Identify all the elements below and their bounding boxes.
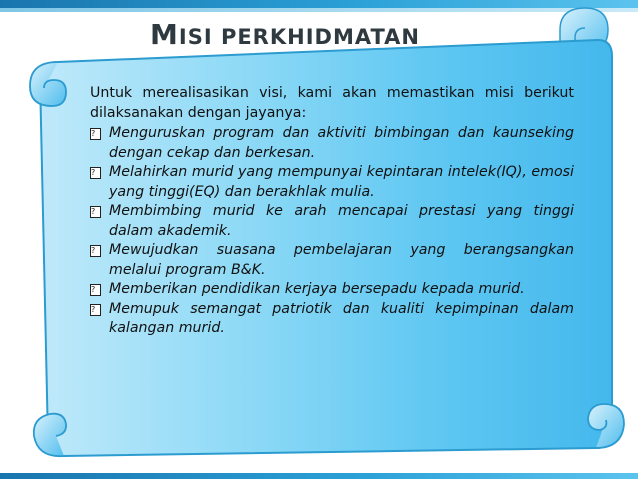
list-item-text: Melahirkan murid yang mempunyai kepintaran intelek(IQ), emosi yang tinggi(EQ) dan berakhlak mulia. — [109, 164, 574, 200]
intro-text: Untuk merealisasikan visi, kami akan memastikan misi berikut dilaksanakan dengan jayanya: — [90, 85, 574, 121]
list-item — [90, 202, 574, 241]
list-item-text: Memberikan pendidikan kerjaya bersepadu kepada murid. — [109, 281, 525, 297]
scroll-bottom-left-curl — [34, 414, 66, 456]
list-item — [90, 300, 574, 339]
list-item — [90, 280, 574, 300]
bullet-box-icon: ? — [90, 304, 101, 316]
bullet-box-icon: ? — [90, 128, 101, 140]
bullet-box-icon: ? — [90, 245, 101, 257]
content — [90, 84, 574, 339]
list-item-text: Mewujudkan suasana pembelajaran yang berangsangkan melalui program B&K. — [109, 242, 574, 278]
title-rest: ISI PERKHIDMATAN — [178, 25, 420, 49]
list-item — [90, 241, 574, 280]
mission-list — [90, 124, 574, 339]
list-item-text: Menguruskan program dan aktiviti bimbingan dan kaunseking dengan cekap dan berkesan. — [109, 125, 574, 161]
list-item — [90, 163, 574, 202]
bullet-box-icon: ? — [90, 167, 101, 179]
title-first-letter: M — [150, 18, 179, 51]
list-item-text: Memupuk semangat patriotik dan kualiti kepimpinan dalam kalangan murid. — [109, 300, 574, 336]
bullet-box-icon: ? — [90, 206, 101, 218]
list-item-text: Membimbing murid ke arah mencapai prestasi yang tinggi dalam akademik. — [109, 203, 574, 239]
bullet-box-icon: ? — [90, 284, 101, 296]
bottom-accent-bar — [0, 473, 638, 479]
list-item — [90, 124, 574, 163]
